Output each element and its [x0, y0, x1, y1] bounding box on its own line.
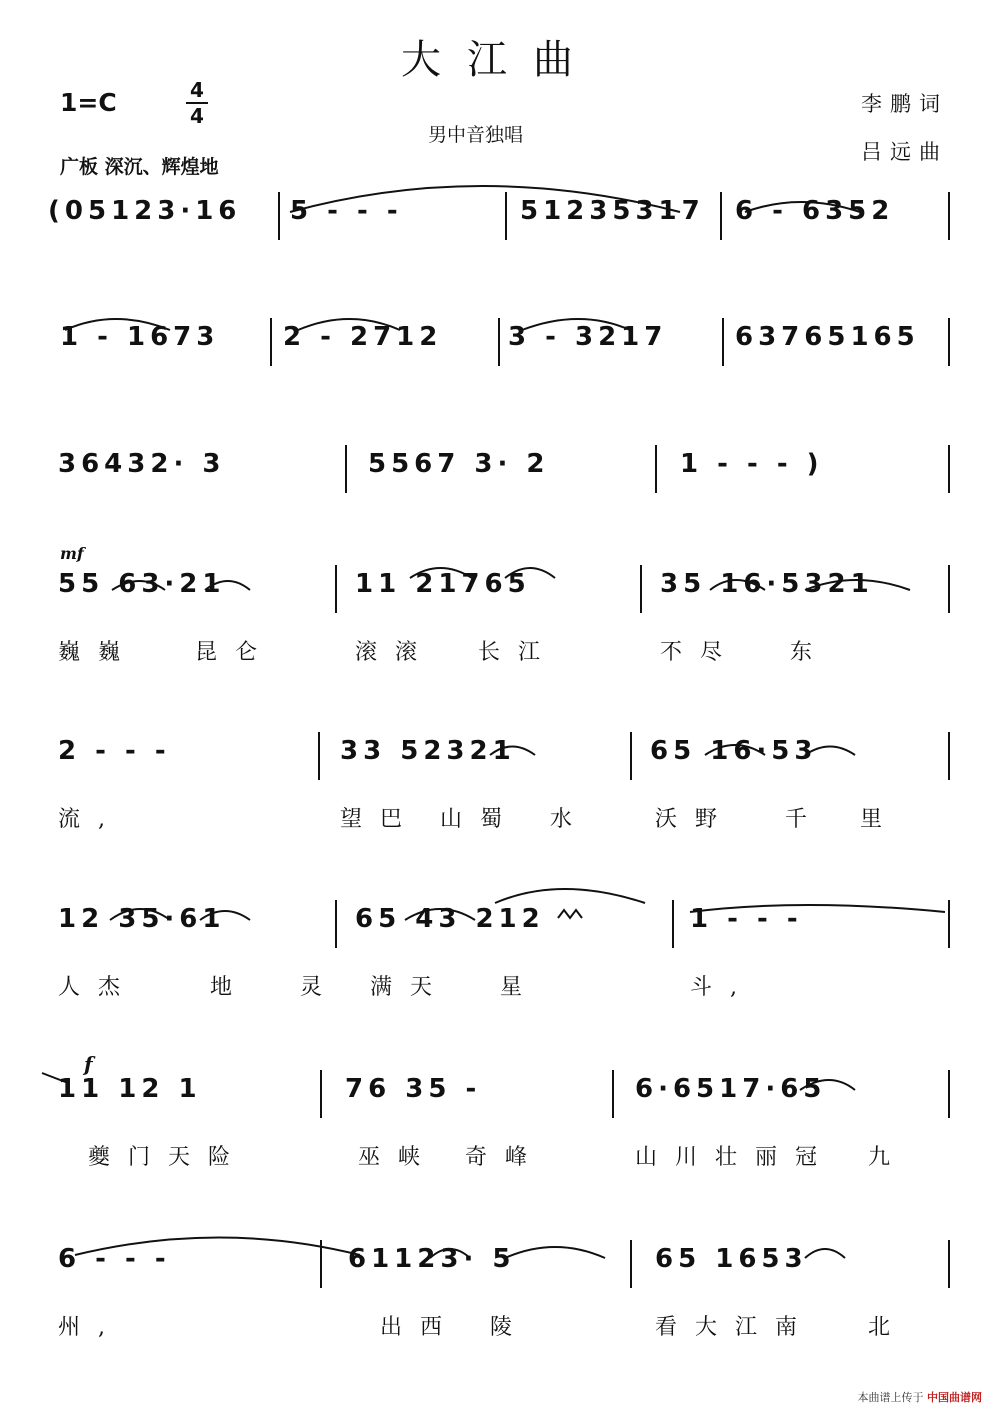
lyric-text: 九	[868, 1145, 909, 1170]
page-title: 大江曲	[401, 37, 599, 83]
lyric-text: 里	[860, 807, 901, 832]
lyric-text: 夔门天险	[88, 1145, 249, 1170]
measure-notes: 5567 3· 2	[368, 449, 550, 479]
slur	[505, 1247, 605, 1258]
lyric-text: 陵	[490, 1315, 531, 1340]
slur	[205, 581, 250, 590]
slur	[298, 319, 400, 330]
measure-notes: 11 21765	[355, 569, 531, 599]
slur	[800, 1080, 855, 1090]
measure-notes: 65 1653	[655, 1244, 808, 1274]
turn-mark	[42, 1073, 68, 1083]
lyric-text: 看大江南	[655, 1315, 816, 1340]
measure-notes: (05123·16	[48, 196, 242, 226]
slur	[490, 747, 535, 756]
measure-notes: 61123· 5	[348, 1244, 516, 1274]
lyric-text: 长江	[478, 640, 559, 665]
composer-credit: 吕远曲	[861, 140, 948, 164]
lyric-text: 不尽	[660, 640, 741, 665]
key-signature: 1=C	[60, 88, 117, 117]
measure-notes: 11 12 1	[58, 1074, 202, 1104]
measure-notes: 6·6517·65	[635, 1074, 827, 1104]
lyric-text: 满天	[370, 975, 451, 1000]
time-signature-top: 4	[190, 78, 204, 102]
lyric-text: 地	[210, 975, 251, 1000]
lyric-text: 东	[790, 640, 831, 665]
measure-notes: 55 63·21	[58, 569, 226, 599]
lyric-text: 沃野	[655, 807, 736, 832]
tempo-marking: 广板 深沉、辉煌地	[60, 156, 219, 178]
lyric-text: 千	[785, 807, 826, 832]
slur	[805, 1249, 845, 1258]
lyric-text: 人杰	[58, 975, 139, 1000]
measure-notes: 2 - 2712	[283, 322, 443, 352]
measure-notes: 12 35·61	[58, 904, 226, 934]
lyric-text: 巍巍	[58, 640, 139, 665]
slur	[805, 580, 910, 590]
measure-notes: 33 52321	[340, 736, 516, 766]
slur	[690, 905, 945, 912]
lyric-text: 山川壮丽冠	[635, 1145, 836, 1170]
slur	[430, 1249, 470, 1258]
measure-notes: 5 - - -	[290, 196, 403, 226]
lyric-text: 斗,	[690, 975, 755, 1000]
measure-notes: 35 16·5321	[660, 569, 874, 599]
slur	[110, 909, 170, 920]
lyric-text: 出西	[380, 1315, 461, 1340]
dynamic-mf: mf	[60, 544, 84, 563]
site-logo: 中国曲谱网	[927, 1391, 982, 1404]
measure-notes: 36432· 3	[58, 449, 226, 479]
footer-text: 本曲谱上传于	[857, 1391, 924, 1404]
slur	[112, 581, 165, 590]
measure-notes: 1 - - -	[690, 904, 803, 934]
lyric-text: 望巴	[340, 807, 421, 832]
slur	[495, 889, 645, 903]
measure-notes: 2 - - -	[58, 736, 171, 766]
measure-notes: 65 43 212	[355, 904, 545, 934]
measure-notes: 51235317	[520, 196, 705, 226]
voice-type: 男中音独唱	[428, 124, 524, 146]
lyric-text: 昆仑	[195, 640, 276, 665]
measure-notes: 1 - - - )	[680, 449, 824, 479]
slur	[410, 568, 472, 578]
measure-notes: 1 - 1673	[60, 322, 220, 352]
lyric-text: 星	[500, 975, 541, 1000]
slur	[805, 747, 855, 756]
measure-notes: 76 35 -	[345, 1074, 482, 1104]
lyric-text: 山蜀	[440, 807, 521, 832]
lyricist-credit: 李鹏词	[861, 92, 948, 116]
measure-notes: 3 - 3217	[508, 322, 668, 352]
measure-notes: 65 16·53	[650, 736, 818, 766]
lyric-text: 北	[868, 1315, 909, 1340]
slur	[745, 202, 860, 212]
slur	[65, 319, 170, 330]
slur	[710, 580, 765, 590]
slur	[705, 745, 765, 755]
lyric-text: 奇峰	[465, 1145, 546, 1170]
lyric-text: 灵	[300, 975, 341, 1000]
lyric-text: 巫峡	[358, 1145, 439, 1170]
slur	[522, 319, 630, 330]
slur	[405, 909, 475, 920]
lyric-text: 流,	[58, 807, 123, 832]
slur	[75, 1238, 360, 1256]
lyric-text: 州,	[58, 1315, 123, 1340]
trill-mark	[558, 910, 582, 918]
lyric-text: 水	[550, 807, 591, 832]
measure-notes: 63765165	[735, 322, 920, 352]
lyric-text: 滚滚	[355, 640, 436, 665]
slur	[290, 186, 680, 212]
measure-notes: 6 - 6352	[735, 196, 895, 226]
footer-credit	[858, 1389, 983, 1405]
time-signature-bottom: 4	[190, 104, 204, 128]
slur	[200, 911, 250, 920]
slur	[505, 568, 555, 578]
measure-notes: 6 - - -	[58, 1244, 171, 1274]
dynamic-f: f	[84, 1052, 93, 1076]
